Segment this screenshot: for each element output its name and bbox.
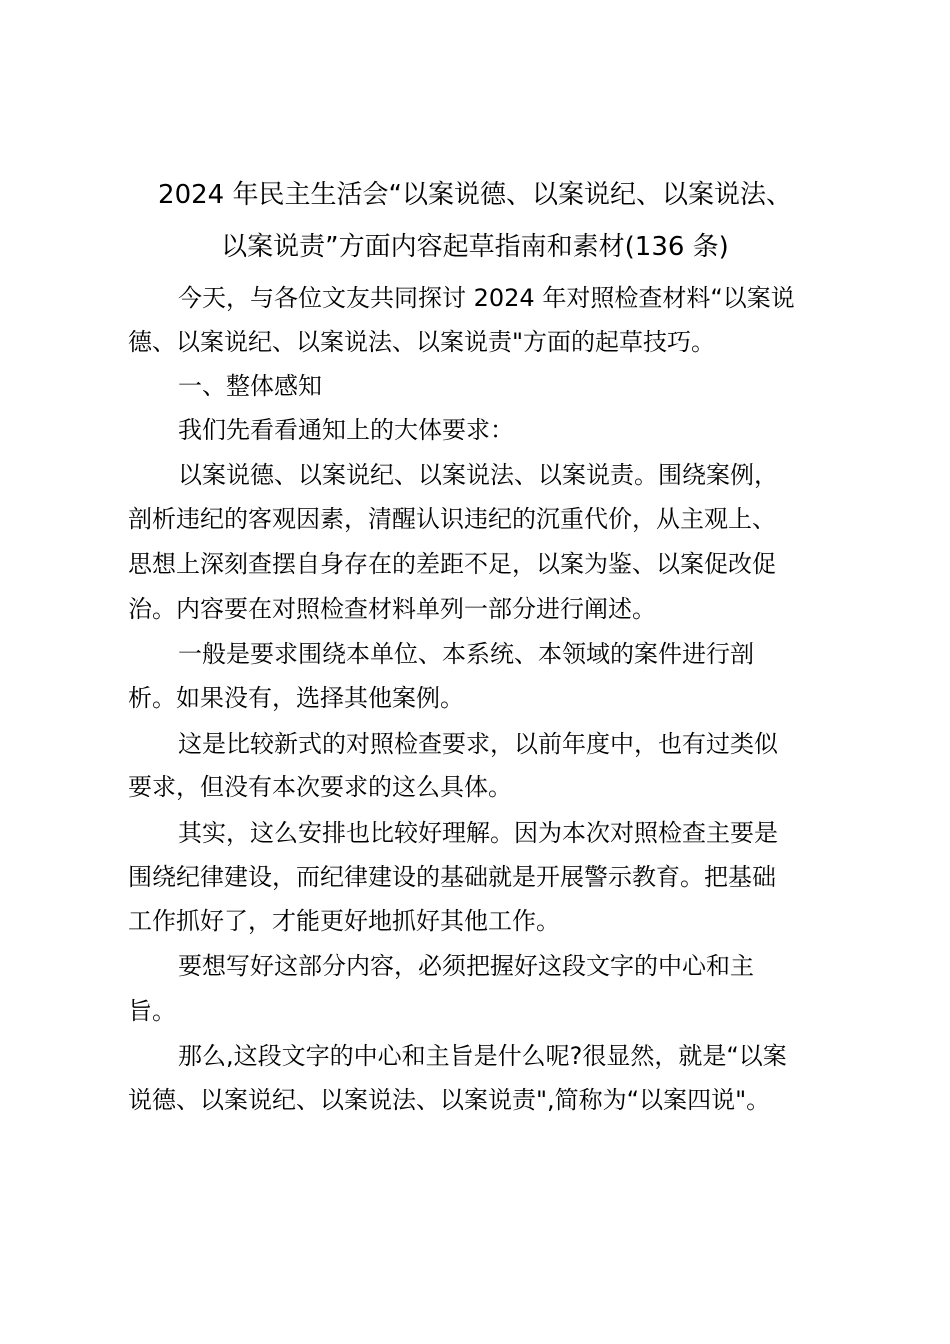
document-title-line-2: 以案说责”方面内容起草指南和素材(136 条) <box>221 232 729 262</box>
paragraph-line: 思想上深刻查摆自身存在的差距不足，以案为鉴、以案促改促 <box>128 550 776 578</box>
paragraph-line: 我们先看看通知上的大体要求： <box>178 416 514 444</box>
paragraph-line: 以案说德、以案说纪、以案说法、以案说责。围绕案例， <box>178 461 778 489</box>
paragraph-line: 工作抓好了，才能更好地抓好其他工作。 <box>128 907 560 935</box>
paragraph-line: 德、以案说纪、以案说法、以案说责"方面的起草技巧。 <box>128 328 716 356</box>
paragraph-line: 剖析违纪的客观因素，清醒认识违纪的沉重代价，从主观上、 <box>128 505 776 533</box>
paragraph-line: 说德、以案说纪、以案说法、以案说责",简称为“以案四说"。 <box>128 1086 771 1114</box>
paragraph-line: 要想写好这部分内容，必须把握好这段文字的中心和主 <box>178 952 754 980</box>
paragraph-line: 一般是要求围绕本单位、本系统、本领域的案件进行剖 <box>178 640 754 668</box>
paragraph-line: 围绕纪律建设，而纪律建设的基础就是开展警示教育。把基础 <box>128 863 776 891</box>
paragraph-line: 其实，这么安排也比较好理解。因为本次对照检查主要是 <box>178 819 778 847</box>
paragraph-line: 那么,这段文字的中心和主旨是什么呢?很显然，就是“以案 <box>178 1042 787 1070</box>
section-heading: 一、整体感知 <box>178 372 322 400</box>
paragraph-line: 要求，但没有本次要求的这么具体。 <box>128 773 512 801</box>
paragraph-line: 旨。 <box>128 997 176 1025</box>
paragraph-line: 治。内容要在对照检查材料单列一部分进行阐述。 <box>128 595 656 623</box>
paragraph-line: 今天，与各位文友共同探讨 2024 年对照检查材料“以案说 <box>178 284 795 312</box>
paragraph-line: 这是比较新式的对照检查要求，以前年度中，也有过类似 <box>178 730 778 758</box>
paragraph-line: 析。如果没有，选择其他案例。 <box>128 684 464 712</box>
document-title-line-1: 2024 年民主生活会“以案说德、以案说纪、以案说法、 <box>158 180 792 210</box>
